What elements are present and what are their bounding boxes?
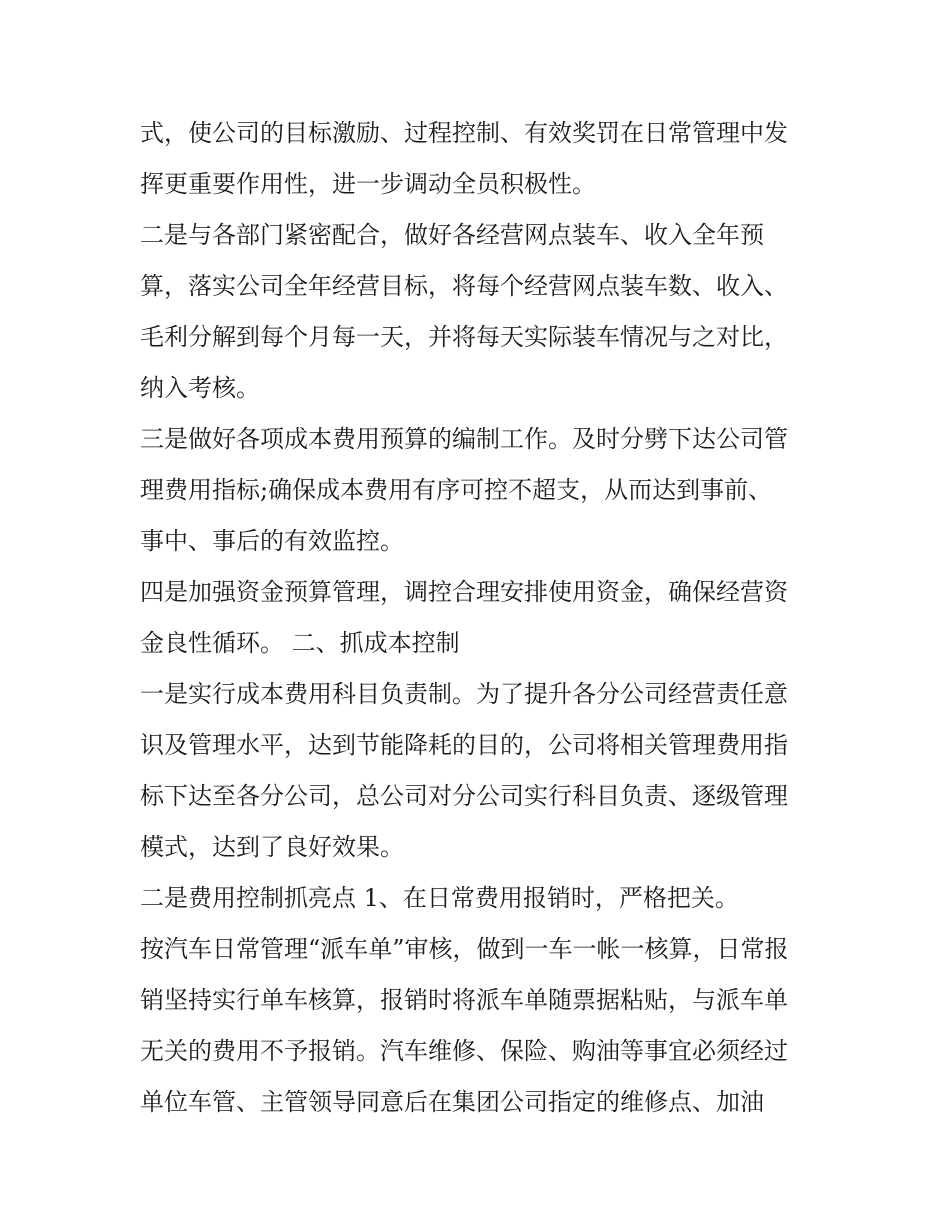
text-line: 纳入考核。 [140,374,260,402]
text-line: 挥更重要作用性，进一步调动全员积极性。 [140,170,596,198]
text-line: 单位车管、主管领导同意后在集团公司指定的维修点、加油 [140,1088,764,1116]
text-line: 事中、事后的有效监控。 [140,527,404,555]
text-line: 识及管理水平，达到节能降耗的目的，公司将相关管理费用指 [140,731,788,759]
document-body [140,108,820,1128]
text-line: 二是费用控制抓亮点 1、在日常费用报销时，严格把关。 [140,884,739,912]
text-line: 式，使公司的目标激励、过程控制、有效奖罚在日常管理中发 [140,119,788,147]
text-line: 销坚持实行单车核算，报销时将派车单随票据粘贴，与派车单 [140,986,788,1014]
text-line: 标下达至各分公司，总公司对分公司实行科目负责、逐级管理 [140,782,788,810]
text-line: 一是实行成本费用科目负责制。为了提升各分公司经营责任意 [140,680,788,708]
text-line: 四是加强资金预算管理，调控合理安排使用资金，确保经营资 [140,578,788,606]
text-line: 毛利分解到每个月每一天，并将每天实际装车情况与之对比， [140,323,788,351]
text-line: 模式，达到了良好效果。 [140,833,404,861]
text-line: 二是与各部门紧密配合，做好各经营网点装车、收入全年预 [140,221,764,249]
text-line: 理费用指标;确保成本费用有序可控不超支，从而达到事前、 [140,476,773,504]
text-line: 无关的费用不予报销。汽车维修、保险、购油等事宜必须经过 [140,1037,788,1065]
text-line: 按汽车日常管理“派车单”审核，做到一车一帐一核算，日常报 [140,935,789,963]
text-line: 金良性循环。 二、抓成本控制 [140,629,460,657]
text-line: 算，落实公司全年经营目标，将每个经营网点装车数、收入、 [140,272,788,300]
text-line: 三是做好各项成本费用预算的编制工作。及时分劈下达公司管 [140,425,788,453]
